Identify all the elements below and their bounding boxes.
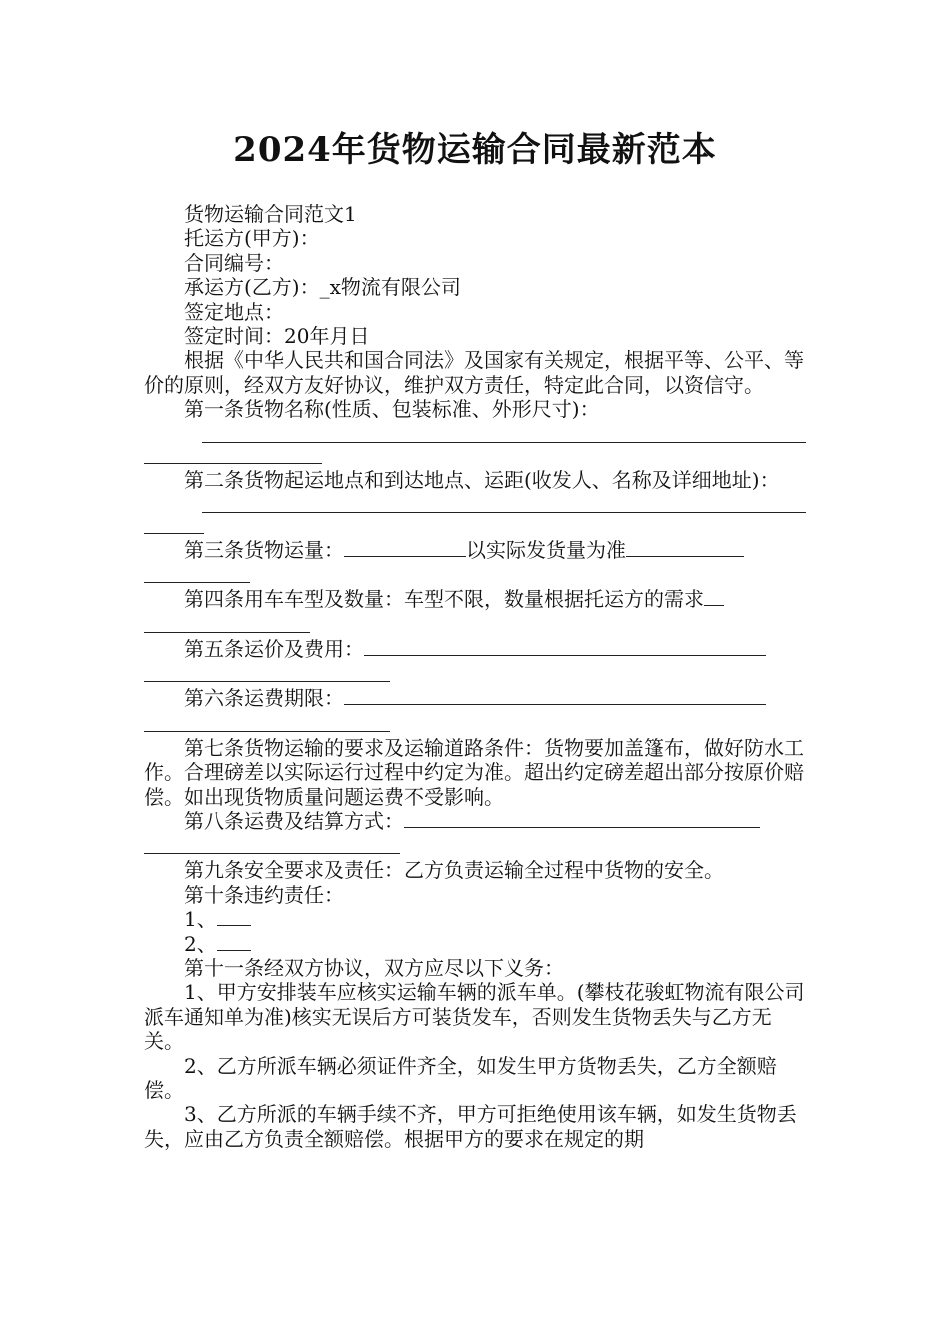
document-body (144, 202, 806, 1151)
article-3-note: 以实际发货量为准 (466, 538, 626, 563)
blank-line (202, 512, 806, 513)
article-7: 第七条货物运输的要求及运输道路条件：货物要加盖篷布，做好防水工作。合理磅差以实际运行过程中约定为准。超出约定磅差超出部分按原价赔偿。如出现货物质量问题运费不受影响。 (144, 735, 804, 809)
article-8 (144, 809, 806, 833)
blank-line (144, 632, 310, 633)
article-3-label: 第三条货物运量： (184, 538, 344, 563)
blank-line (144, 731, 390, 732)
article-4-text: 第四条用车车型及数量：车型不限，数量根据托运方的需求 (184, 587, 704, 612)
article-5 (144, 637, 806, 661)
blank-line (404, 809, 760, 828)
header-line: 货物运输合同范文1 (184, 202, 357, 226)
blank-line (217, 907, 251, 926)
blank-line (144, 582, 250, 583)
article-10-item (144, 907, 806, 931)
article-11-item: 3、乙方所派的车辆手续不齐，甲方可拒绝使用该车辆，如发生货物丢失，应由乙方负责全额赔偿。根据甲方的要求在规定的期 (144, 1102, 797, 1151)
article-11-item: 2、乙方所派车辆必须证件齐全，如发生甲方货物丢失，乙方全额赔偿。 (144, 1053, 777, 1102)
blank-line (144, 463, 322, 464)
article-6 (144, 686, 806, 710)
blank-line (144, 533, 204, 534)
header-line: 承运方(乙方)：_x物流有限公司 (184, 275, 461, 300)
blank-line (344, 686, 766, 705)
blank-line (144, 853, 400, 854)
header-line: 托运方(甲方)： (184, 226, 320, 251)
article-5-label: 第五条运价及费用： (184, 636, 364, 661)
article-1: 第一条货物名称(性质、包装标准、外形尺寸)： (184, 397, 600, 422)
article-9: 第九条安全要求及责任：乙方负责运输全过程中货物的安全。 (184, 858, 724, 883)
article-10: 第十条违约责任： (184, 882, 344, 907)
blank-line (217, 932, 251, 951)
blank-line (626, 538, 744, 557)
item-number: 1、 (184, 907, 217, 932)
article-11: 第十一条经双方协议，双方应尽以下义务： (184, 955, 564, 980)
blank-line (144, 681, 390, 682)
blank-line (364, 637, 766, 656)
article-8-label: 第八条运费及结算方式： (184, 808, 404, 833)
blank-line (704, 587, 724, 606)
article-3 (144, 538, 806, 562)
item-number: 2、 (184, 931, 217, 956)
article-2: 第二条货物起运地点和到达地点、运距(收发人、名称及详细地址)： (184, 467, 780, 492)
header-line: 签定地点： (184, 299, 284, 324)
preamble-paragraph: 根据《中华人民共和国合同法》及国家有关规定，根据平等、公平、等价的原则，经双方友好协议，维护双方责任，特定此合同，以资信守。 (144, 348, 804, 397)
article-6-label: 第六条运费期限： (184, 686, 344, 711)
article-10-item (144, 932, 806, 956)
header-line: 合同编号： (184, 250, 284, 275)
document-title: 2024年货物运输合同最新范本 (233, 130, 717, 170)
blank-line (202, 442, 806, 443)
blank-line (344, 538, 466, 557)
article-11-item: 1、甲方安排装车应核实运输车辆的派车单。(攀枝花骏虹物流有限公司派车通知单为准)核实无误后方可装货发车，否则发生货物丢失与乙方无关。 (144, 980, 805, 1054)
article-4 (144, 587, 806, 611)
header-line: 签定时间：20年月日 (184, 324, 370, 349)
